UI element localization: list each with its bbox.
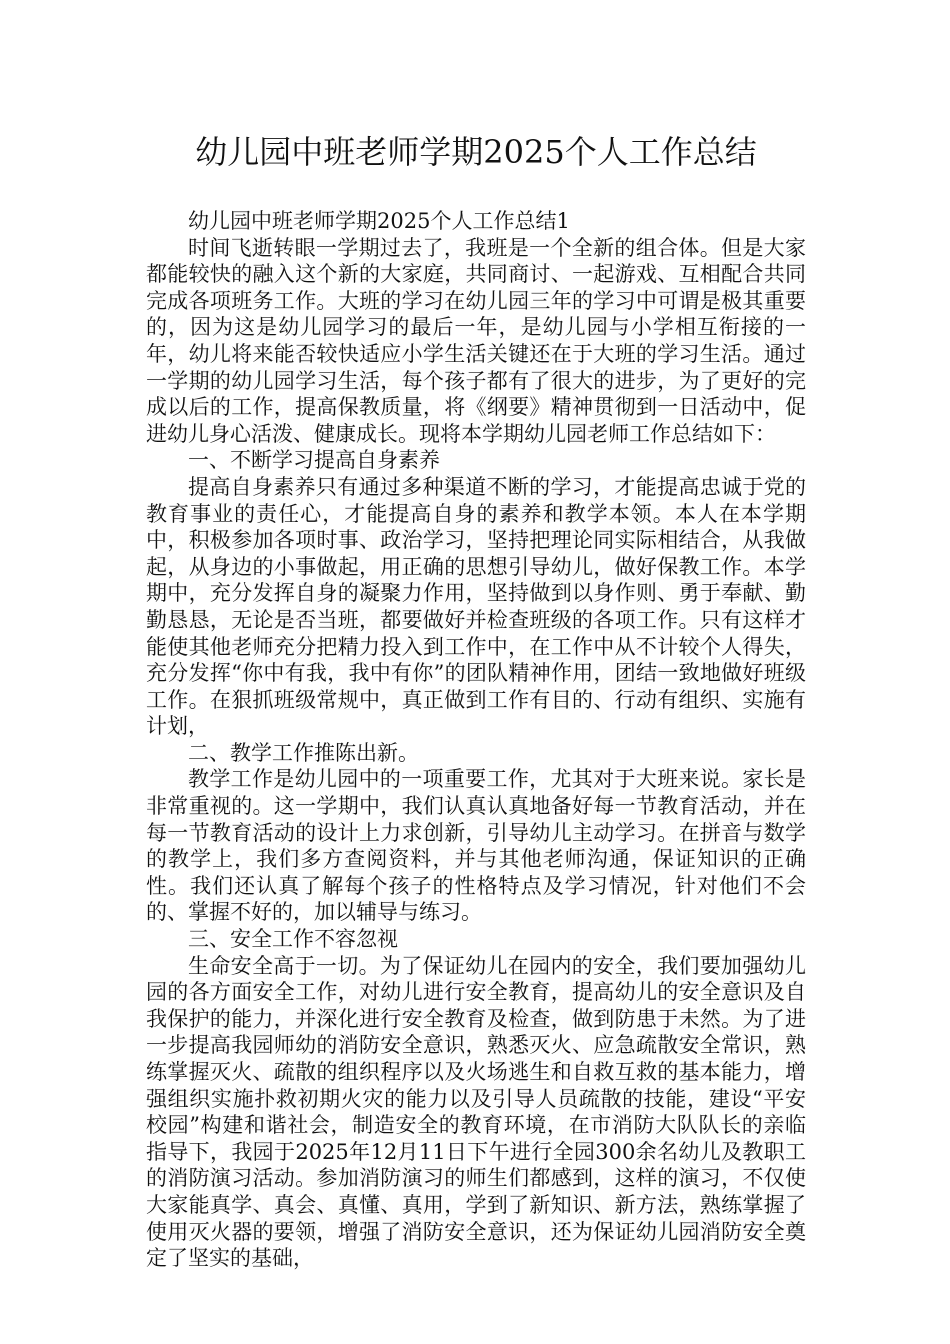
paragraph-teaching: 教学工作是幼儿园中的一项重要工作，尤其对于大班来说。家长是非常重视的。这一学期中，我们认真认真地备好每一节教育活动，并在每一节教育活动的设计上力求创新，引导幼儿主动学习。在拼音与数学的教学上，我们多方查阅资料，并与其他老师沟通，保证知识的正确性。我们还认真了解每个孩子的性格特点及学习情况，针对他们不会的、掌握不好的，加以辅导与练习。 <box>146 767 806 925</box>
heading-study: 一、不断学习提高自身素养 <box>188 448 440 473</box>
document-title: 幼儿园中班老师学期2025个人工作总结 <box>195 133 757 171</box>
heading-safety: 三、安全工作不容忽视 <box>188 927 398 952</box>
paragraph-safety: 生命安全高于一切。为了保证幼儿在园内的安全，我们要加强幼儿园的各方面安全工作，对幼儿进行安全教育，提高幼儿的安全意识及自我保护的能力，并深化进行安全教育及检查，做到防患于未然。为了进一步提高我园师幼的消防安全意识，熟悉灭火、应急疏散安全常识，熟练掌握灭火、疏散的组织程序以及火场逃生和自救互救的基本能力，增强组织实施扑救初期火灾的能力以及引导人员疏散的技能，建设“平安校园”构建和谐社会，制造安全的教育环境，在市消防大队队长的亲临指导下，我园于2025年12月11日下午进行全园300余名幼儿及教职工的消防演习活动。参加消防演习的师生们都感到，这样的演习，不仅使大家能真学、真会、真懂、真用，学到了新知识、新方法，熟练掌握了使用灭火器的要领，增强了消防安全意识，还为保证幼儿园消防安全奠定了坚实的基础， <box>146 953 806 1271</box>
paragraph-intro: 时间飞逝转眼一学期过去了，我班是一个全新的组合体。但是大家都能较快的融入这个新的大家庭，共同商讨、一起游戏、互相配合共同完成各项班务工作。大班的学习在幼儿园三年的学习中可谓是极其重要的，因为这是幼儿园学习的最后一年，是幼儿园与小学相互衔接的一年，幼儿将来能否较快适应小学生活关键还在于大班的学习生活。通过一学期的幼儿园学习生活，每个孩子都有了很大的进步，为了更好的完成以后的工作，提高保教质量，将《纲要》精神贯彻到一日活动中，促进幼儿身心活泼、健康成长。现将本学期幼儿园老师工作总结如下： <box>146 235 806 446</box>
document-page <box>146 126 806 1272</box>
heading-teaching: 二、教学工作推陈出新。 <box>188 740 419 765</box>
section-subtitle: 幼儿园中班老师学期2025个人工作总结1 <box>188 209 570 233</box>
paragraph-study: 提高自身素养只有通过多种渠道不断的学习，才能提高忠诚于党的教育事业的责任心，才能提高自身的素养和教学本领。本人在本学期中，积极参加各项时事、政治学习，坚持把理论同实际相结合，从我做起，从身边的小事做起，用正确的思想引导幼儿，做好保教工作。本学期中，充分发挥自身的凝聚力作用，坚持做到以身作则、勇于奉献、勤勤恳恳，无论是否当班，都要做好并检查班级的各项工作。只有这样才能使其他老师充分把精力投入到工作中，在工作中从不计较个人得失，充分发挥“你中有我，我中有你”的团队精神作用，团结一致地做好班级工作。在狠抓班级常规中，真正做到工作有目的、行动有组织、实施有计划， <box>146 474 806 739</box>
document-body <box>146 208 806 1272</box>
